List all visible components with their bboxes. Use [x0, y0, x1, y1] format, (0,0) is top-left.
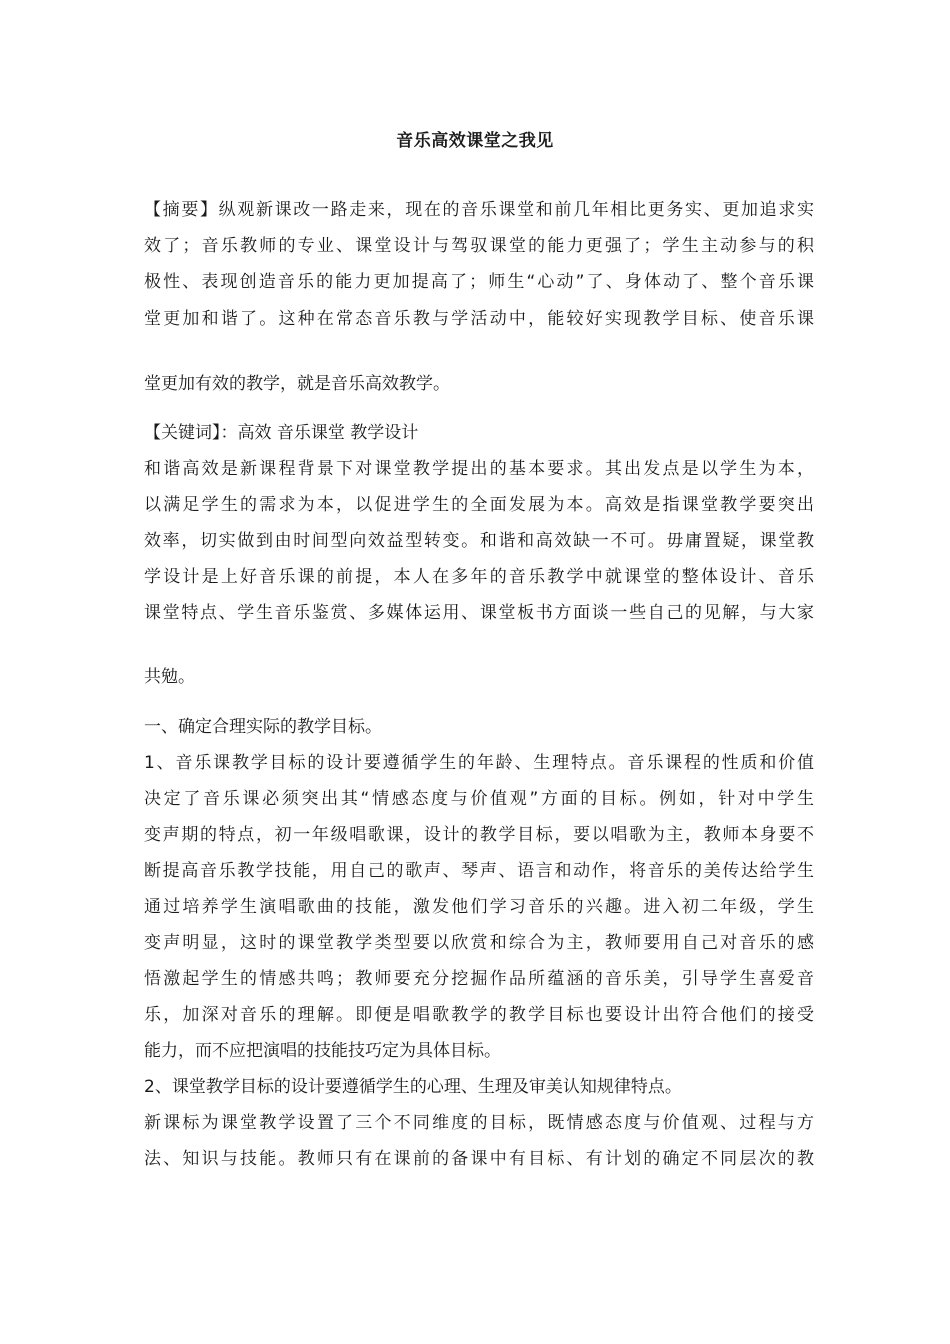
- intro-line-4: 学设计是上好音乐课的前提，本人在多年的音乐教学中就课堂的整体设计、音乐: [144, 567, 814, 587]
- point-1-line-5: 通过培养学生演唱歌曲的技能，激发他们学习音乐的兴趣。进入初二年级，学生: [144, 897, 814, 917]
- point-2-heading: 2、课堂教学目标的设计要遵循学生的心理、生理及审美认知规律特点。: [144, 1077, 682, 1097]
- point-2-line-2: 法、知识与技能。教师只有在课前的备课中有目标、有计划的确定不同层次的教: [144, 1149, 814, 1169]
- abstract-line-2: 效了；音乐教师的专业、课堂设计与驾驭课堂的能力更强了；学生主动参与的积: [144, 236, 814, 256]
- abstract-line-4: 堂更加和谐了。这种在常态音乐教与学活动中，能较好实现教学目标、使音乐课: [144, 309, 814, 329]
- abstract-line-5: 堂更加有效的教学，就是音乐高效教学。: [144, 374, 450, 394]
- section-heading-1: 一、确定合理实际的教学目标。: [144, 717, 382, 737]
- abstract-line-3: 极性、表现创造音乐的能力更加提高了；师生“心动”了、身体动了、整个音乐课: [144, 272, 814, 292]
- point-1-line-8: 乐，加深对音乐的理解。即便是唱歌教学的教学目标也要设计出符合他们的接受: [144, 1005, 814, 1025]
- point-1-line-9: 能力，而不应把演唱的技能技巧定为具体目标。: [144, 1041, 501, 1061]
- keywords-line: 【关键词】：高效 音乐课堂 教学设计: [144, 423, 419, 443]
- intro-line-5: 课堂特点、学生音乐鉴赏、多媒体运用、课堂板书方面谈一些自己的见解，与大家: [144, 603, 814, 623]
- point-1-line-3: 变声期的特点，初一年级唱歌课，设计的教学目标，要以唱歌为主，教师本身要不: [144, 825, 814, 845]
- point-1-line-4: 断提高音乐教学技能，用自己的歌声、琴声、语言和动作，将音乐的美传达给学生: [144, 861, 814, 881]
- abstract-line-1: 【摘要】纵观新课改一路走来，现在的音乐课堂和前几年相比更务实、更加追求实: [144, 200, 814, 220]
- intro-line-1: 和谐高效是新课程背景下对课堂教学提出的基本要求。其出发点是以学生为本，: [144, 459, 814, 479]
- intro-line-3: 效率，切实做到由时间型向效益型转变。和谐和高效缺一不可。毋庸置疑，课堂教: [144, 531, 814, 551]
- document-title: 音乐高效课堂之我见: [396, 131, 554, 151]
- point-2-line-1: 新课标为课堂教学设置了三个不同维度的目标，既情感态度与价值观、过程与方: [144, 1113, 814, 1133]
- point-1-line-6: 变声明显，这时的课堂教学类型要以欣赏和综合为主，教师要用自己对音乐的感: [144, 933, 814, 953]
- point-1-line-7: 悟激起学生的情感共鸣；教师要充分挖掘作品所蕴涵的音乐美，引导学生喜爱音: [144, 969, 814, 989]
- point-1-line-2: 决定了音乐课必须突出其“情感态度与价值观”方面的目标。例如，针对中学生: [144, 789, 814, 809]
- intro-line-2: 以满足学生的需求为本，以促进学生的全面发展为本。高效是指课堂教学要突出: [144, 495, 814, 515]
- intro-line-6: 共勉。: [144, 667, 195, 687]
- point-1-line-1: 1、音乐课教学目标的设计要遵循学生的年龄、生理特点。音乐课程的性质和价值: [144, 753, 814, 773]
